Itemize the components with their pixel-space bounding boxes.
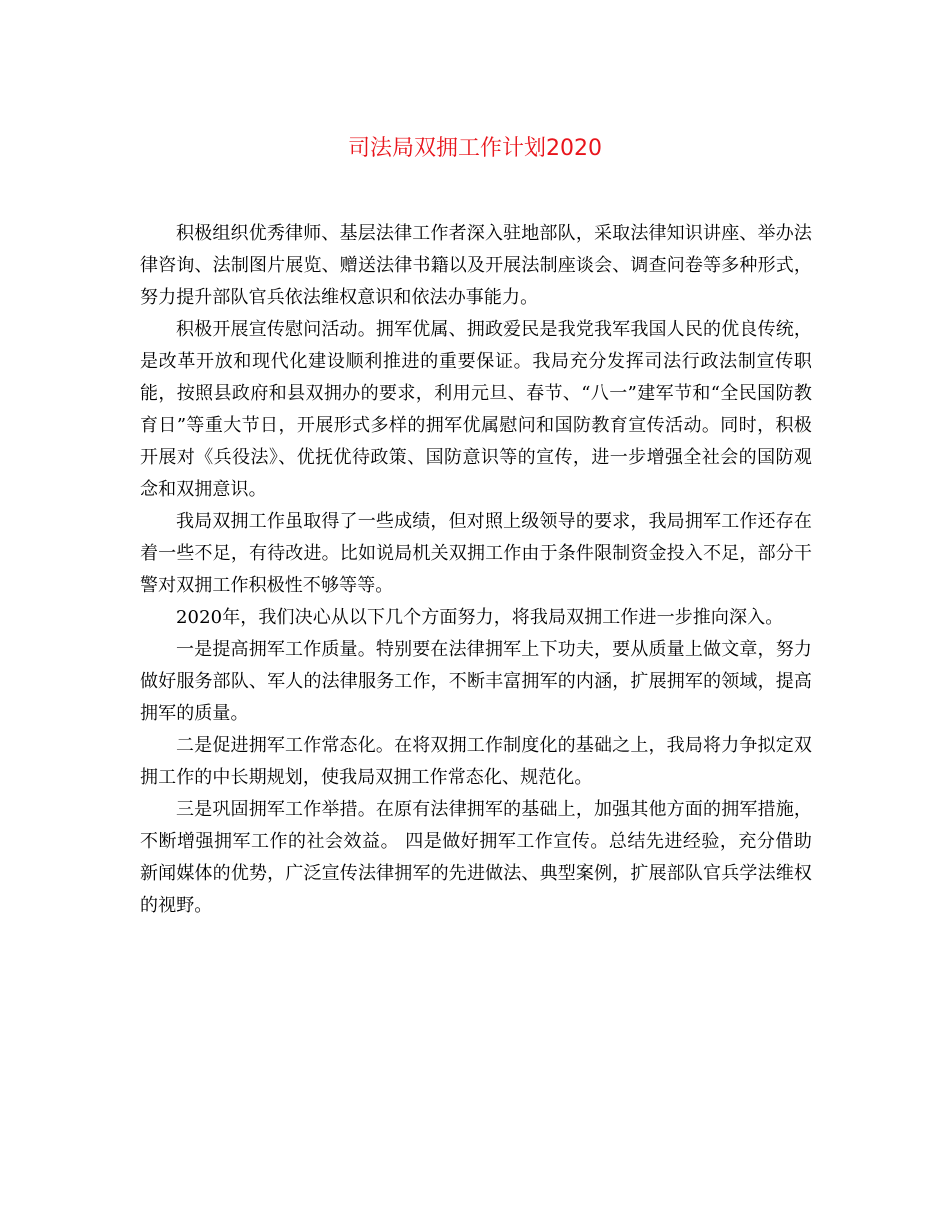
- paragraph: 二是促进拥军工作常态化。在将双拥工作制度化的基础之上，我局将力争拟定双拥工作的中长期规划，使我局双拥工作常态化、规范化。: [140, 735, 812, 788]
- document-title: 司法局双拥工作计划2020: [348, 136, 602, 161]
- paragraph: 三是巩固拥军工作举措。在原有法律拥军的基础上，加强其他方面的拥军措施，不断增强拥军工作的社会效益。 四是做好拥军工作宣传。总结先进经验，充分借助新闻媒体的优势，广泛宣传法律拥军的先进做法、典型案例，扩展部队官兵学法维权的视野。: [140, 799, 812, 916]
- paragraph: 我局双拥工作虽取得了一些成绩，但对照上级领导的要求，我局拥军工作还存在着一些不足，有待改进。比如说局机关双拥工作由于条件限制资金投入不足，部分干警对双拥工作积极性不够等等。: [140, 511, 812, 596]
- paragraph: 积极组织优秀律师、基层法律工作者深入驻地部队，采取法律知识讲座、举办法律咨询、法制图片展览、赠送法律书籍以及开展法制座谈会、调查问卷等多种形式，努力提升部队官兵依法维权意识和依法办事能力。: [140, 223, 812, 308]
- paragraph: 2020年，我们决心从以下几个方面努力，将我局双拥工作进一步推向深入。: [176, 607, 784, 628]
- document-body: [140, 218, 812, 922]
- paragraph: 一是提高拥军工作质量。特别要在法律拥军上下功夫，要从质量上做文章，努力做好服务部队、军人的法律服务工作，不断丰富拥军的内涵，扩展拥军的领域，提高拥军的质量。: [140, 639, 812, 724]
- paragraph: 积极开展宣传慰问活动。拥军优属、拥政爱民是我党我军我国人民的优良传统，是改革开放和现代化建设顺利推进的重要保证。我局充分发挥司法行政法制宣传职能，按照县政府和县双拥办的要求，利用元旦、春节、“八一”建军节和“全民国防教育日”等重大节日，开展形式多样的拥军优属慰问和国防教育宣传活动。同时，积极开展对《兵役法》、优抚优待政策、国防意识等的宣传，进一步增强全社会的国防观念和双拥意识。: [140, 319, 812, 500]
